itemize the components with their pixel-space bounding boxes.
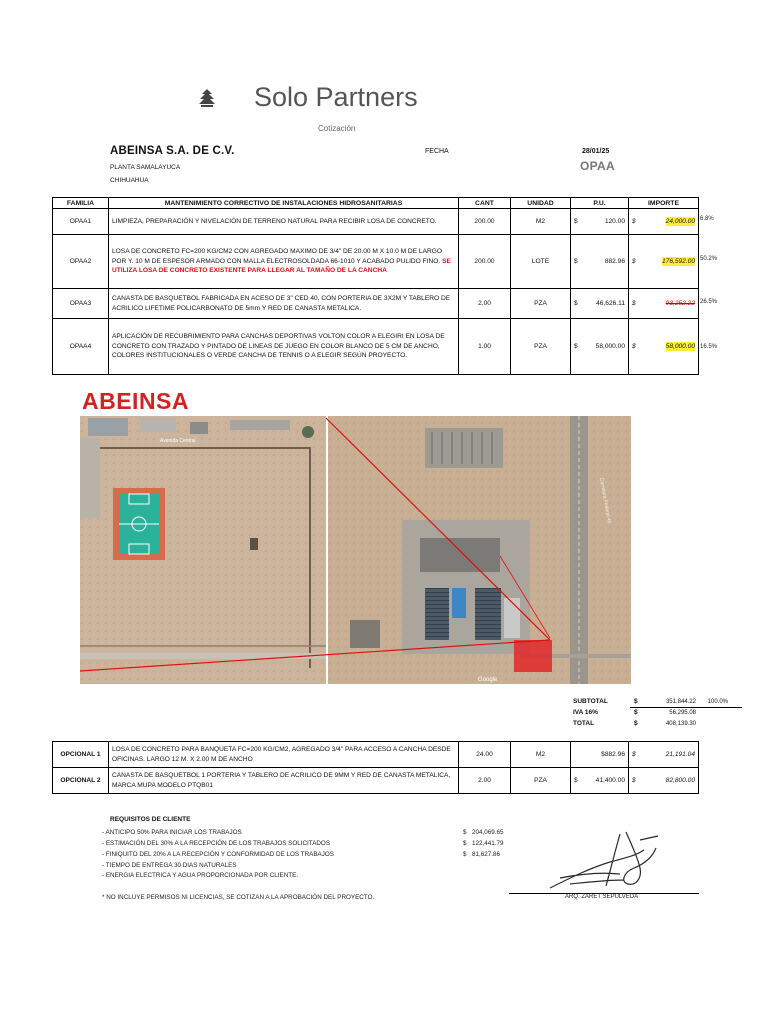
- currency-sign: $: [634, 709, 638, 716]
- row-percentage: 26.5%: [700, 299, 718, 305]
- currency-sign: $: [574, 257, 578, 265]
- row-pu: [571, 209, 629, 235]
- currency-sign: $: [574, 299, 578, 307]
- brand-name: Solo Partners: [254, 82, 418, 112]
- row-pu: [571, 319, 629, 375]
- requirements-title: REQUISITOS DE CLIENTE: [110, 816, 191, 823]
- row-description: [109, 235, 459, 289]
- row-pu: [571, 235, 629, 289]
- requirement-item: - ESTIMACIÓN DEL 30% A LA RECEPCIÓN DE LOS TRABAJOS SOLICITADOS: [102, 840, 331, 847]
- row-importe: [629, 209, 699, 235]
- optional-table: [52, 741, 699, 794]
- subtotal-value: 351,844.22: [665, 699, 696, 705]
- requirement-amount: 204,069.65: [472, 829, 504, 836]
- row-description: APLICACIÓN DE RECUBRIMIENTO PARA CANCHAS DEPORTIVAS VOLTON COLOR A ELEGIRI EN LOSA DE CONCRETO CON TRAZADO Y PINTADO DE LINEAS DE JUEGO EN COLOR BLANCO DE 5 CM DE ANCHO, COLORES INSTITUCIONALES O VERDE CANCHA DE TENNIS O A ELEGIR SEGÚN PROYECTO.: [109, 319, 459, 375]
- optional-label: OPCIONAL 2: [53, 768, 109, 794]
- quote-code: OPAA: [580, 159, 615, 173]
- requirement-amount: 81,627.86: [472, 851, 501, 858]
- row-familia: OPAA4: [53, 319, 109, 375]
- requirement-item: - TIEMPO DE ENTREGA 30 DIAS NATURALES: [102, 862, 237, 869]
- map-street-label: Avenida Central: [160, 438, 196, 444]
- pu-value: 120.00: [604, 217, 625, 225]
- row-percentage: 16.5%: [700, 344, 718, 350]
- row-cant: 24.00: [459, 742, 511, 768]
- row-cant: 200.00: [459, 235, 511, 289]
- row-importe: [629, 319, 699, 375]
- col-cant: CANT: [459, 198, 511, 209]
- table-row: [53, 768, 699, 794]
- col-familia: FAMILIA: [53, 198, 109, 209]
- table-header-row: [53, 198, 699, 209]
- row-importe: [629, 742, 699, 768]
- total-label: TOTAL: [573, 720, 595, 727]
- row-unidad: LOTE: [511, 235, 571, 289]
- currency-sign: $: [632, 299, 636, 307]
- row-unidad: PZA: [511, 768, 571, 794]
- row-unidad: M2: [511, 209, 571, 235]
- total-value: 408,139.30: [665, 721, 696, 727]
- optional-label: OPCIONAL 1: [53, 742, 109, 768]
- row-unidad: PZA: [511, 319, 571, 375]
- importe-value: 82,800.00: [665, 776, 695, 784]
- row-percentage: 6.8%: [700, 216, 714, 222]
- col-unidad: UNIDAD: [511, 198, 571, 209]
- importe-value: 21,191.04: [665, 750, 695, 758]
- description-text: LOSA DE CONCRETO FC=200 KG/CM2 CON AGREGADO MAXIMO DE 3/4" DE 20.00 M X 10.0 M DE LARGO POR Y. 10 M DE ESPESOR ARMADO CON MALLA ELECTROSOLDADA 66-1010 Y ACABADO PULIDO FINO.: [112, 248, 442, 265]
- client-plant: PLANTA SAMALAYUCA: [110, 164, 181, 171]
- pu-value: 46,626.11: [596, 299, 625, 307]
- row-pu: [571, 768, 629, 794]
- brand-logo: [196, 82, 436, 114]
- currency-sign: $: [574, 217, 578, 225]
- row-pu: [571, 289, 629, 319]
- col-description: MANTENIMIENTO CORRECTIVO DE INSTALACIONES HIDROSANITARIAS: [109, 198, 459, 209]
- row-importe: [629, 235, 699, 289]
- row-pu: $882.96: [571, 742, 629, 768]
- currency-sign: $: [632, 342, 636, 350]
- currency-sign: $: [632, 257, 636, 265]
- row-description: CANASTA DE BASQUETBOL 1 PORTERIA Y TABLERO DE ACRILICO DE 9MM Y RED DE CANASTA METALICA, MARCA MUPA MODELO PTQB01: [109, 768, 459, 794]
- pu-value: 41,400.00: [595, 776, 625, 784]
- col-importe: IMPORTE: [629, 198, 699, 209]
- iva-value: 56,295.08: [669, 710, 696, 716]
- document-type: Cotización: [318, 124, 356, 133]
- target-area-marker: [514, 640, 552, 672]
- row-cant: 2.00: [459, 289, 511, 319]
- row-importe: [629, 289, 699, 319]
- table-row: [53, 209, 699, 235]
- permits-note: * NO INCLUYE PERMISOS NI LICENCIAS, SE COTIZAN A LA APROBACIÓN DEL PROYECTO.: [102, 894, 375, 901]
- requirement-item: - FINIQUITO DEL 20% A LA RECEPCIÓN Y CONFORMIDAD DE LOS TRABAJOS: [102, 851, 334, 858]
- subtotal-label: SUBTOTAL: [573, 698, 608, 705]
- currency-sign: $: [632, 217, 636, 225]
- row-cant: 2.00: [459, 768, 511, 794]
- currency-sign: $: [463, 840, 467, 847]
- map-road-label: Carretera Federal 45: [598, 477, 613, 525]
- row-familia: OPAA2: [53, 235, 109, 289]
- requirement-amount: 122,441.79: [472, 840, 504, 847]
- row-cant: 1.00: [459, 319, 511, 375]
- date-value: 28/01/25: [582, 148, 610, 155]
- signer-name: ARQ. ZARET SEPULVEDA: [565, 894, 639, 900]
- row-description: LIMPIEZA, PREPARACIÓN Y NIVELACIÓN DE TERRENO NATURAL PARA RECIBIR LOSA DE CONCRETO.: [109, 209, 459, 235]
- currency-sign: $: [463, 829, 467, 836]
- table-row: [53, 235, 699, 289]
- currency-sign: $: [574, 776, 578, 784]
- importe-value: 58,000.00: [665, 342, 695, 350]
- row-familia: OPAA3: [53, 289, 109, 319]
- col-pu: P.U.: [571, 198, 629, 209]
- totals-divider: [630, 707, 742, 708]
- map-attribution: Google: [478, 677, 498, 683]
- row-importe: [629, 768, 699, 794]
- currency-sign: $: [632, 776, 636, 784]
- currency-sign: $: [463, 851, 467, 858]
- importe-value: 24,000.00: [665, 217, 695, 225]
- row-cant: 200.00: [459, 209, 511, 235]
- table-row: [53, 289, 699, 319]
- date-label: FECHA: [425, 148, 449, 155]
- subtotal-percentage: 100.0%: [707, 699, 728, 705]
- currency-sign: $: [634, 720, 638, 727]
- client-company: ABEINSA S.A. DE C.V.: [110, 145, 235, 157]
- requirement-item: - ENERGIA ELECTRICA Y AGUA PROPORCIONADA POR CLIENTE.: [102, 872, 299, 879]
- tree-icon: [196, 88, 218, 108]
- site-satellite-map: [80, 388, 631, 684]
- pu-value: 882.96: [604, 257, 625, 265]
- description-note: SE UTILIZA LOSA DE CONCRETO EXISTENTE PARA LLEGAR AL TAMAÑO DE LA CANCHA: [112, 257, 451, 275]
- handwritten-signature: [540, 828, 670, 898]
- table-row: [53, 742, 699, 768]
- client-city: CHIHUAHUA: [110, 177, 149, 184]
- row-unidad: M2: [511, 742, 571, 768]
- currency-sign: $: [634, 698, 638, 705]
- pu-value: 58,000.00: [595, 342, 625, 350]
- currency-sign: $: [632, 750, 636, 758]
- satellite-image: [80, 388, 631, 684]
- map-title: ABEINSA: [82, 388, 190, 414]
- quote-table: [52, 197, 699, 375]
- currency-sign: $: [574, 342, 578, 350]
- iva-label: IVA 16%: [573, 709, 598, 716]
- row-familia: OPAA1: [53, 209, 109, 235]
- importe-value: 176,592.00: [661, 257, 695, 265]
- row-description: CANASTA DE BASQUETBOL FABRICADA EN ACESO DE 3" CED 40, CON PORTERIA DE 3X2M Y TABLERO DE ACRILICO LIFETIME POLICARBONATO DE 5mm Y RED DE CANASTA METALICA.: [109, 289, 459, 319]
- row-description: LOSA DE CONCRETO PARA BANQUETA FC=200 KG/CM2, AGREGADO 3/4" PARA ACCESO A CANCHA DESDE OFICINAS. LARGO 12 M. X 2.00 M DE ANCHO: [109, 742, 459, 768]
- row-unidad: PZA: [511, 289, 571, 319]
- requirement-item: - ANTICIPO 50% PARA INICIAR LOS TRABAJOS: [102, 829, 242, 836]
- row-percentage: 50.2%: [700, 256, 718, 262]
- importe-value: 93,252.22: [665, 299, 695, 307]
- table-row: [53, 319, 699, 375]
